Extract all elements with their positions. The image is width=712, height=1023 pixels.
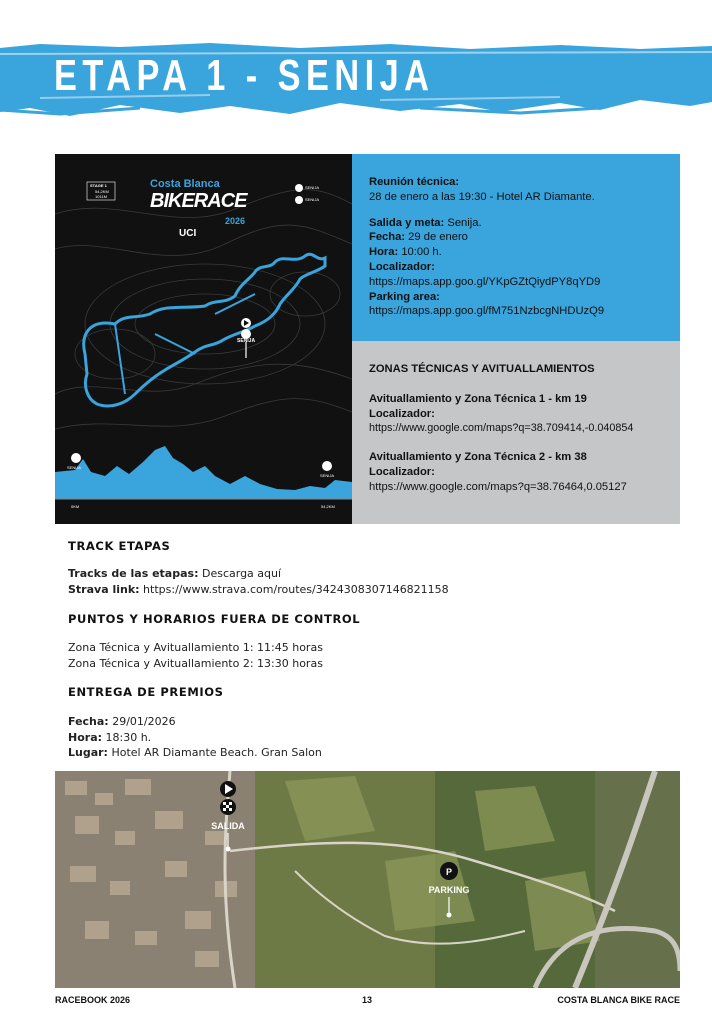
brand-year: 2026: [225, 216, 246, 226]
axis-start: 0KM: [71, 504, 80, 509]
premios-title: ENTREGA DE PREMIOS: [68, 685, 224, 699]
parking-link[interactable]: https://maps.app.goo.gl/fM751NzbcgNHDUzQ9: [369, 305, 605, 318]
premios-lugar-value: Hotel AR Diamante Beach. Gran Salon: [111, 746, 322, 759]
map-pin-label: SENIJA: [237, 338, 256, 344]
axis-end: 54,2KM: [321, 504, 335, 509]
premios-fecha-value: 29/01/2026: [112, 715, 176, 728]
parking-letter: P: [445, 867, 453, 877]
control-line2: Zona Técnica y Avituallamiento 2: 13:30 horas: [68, 656, 323, 670]
parking-marker-label: PARKING: [428, 885, 470, 895]
uci-logo: UCI: [179, 228, 197, 239]
brand-line2: BIKERACE: [150, 190, 247, 212]
page-title: ETAPA 1 - SENIJA: [54, 51, 435, 100]
premios-body: [68, 714, 322, 761]
reunion-label: Reunión técnica:: [369, 176, 460, 188]
profile-end-label: SENIJA: [320, 473, 335, 478]
zona1-link[interactable]: https://www.google.com/maps?q=38.709414,-0.040854: [369, 422, 634, 435]
control-line1: Zona Técnica y Avituallamiento 1: 11:45 horas: [68, 641, 323, 654]
fecha-label: Fecha:: [369, 231, 406, 244]
zonas-title: ZONAS TÉCNICAS Y AVITUALLAMIENTOS: [369, 363, 595, 375]
stage-info-box: [352, 154, 680, 341]
tracks-label: Tracks de las etapas:: [68, 567, 199, 580]
premios-hora-value: 18:30 h.: [105, 730, 152, 744]
parking-label: Parking area:: [369, 290, 440, 303]
zonas-box: [352, 341, 680, 524]
stage-elevation: 1011M: [95, 194, 107, 199]
footer-right: COSTA BLANCA BIKE RACE: [557, 995, 680, 1005]
premios-fecha-label: Fecha:: [68, 715, 109, 728]
strava-link[interactable]: https://www.strava.com/routes/3424308307146821158: [143, 582, 449, 596]
tracks-download-link[interactable]: Descarga aquí: [201, 567, 282, 580]
fecha-value: 29 de enero: [408, 231, 468, 244]
zona2-loc-label: Localizador:: [369, 465, 435, 478]
track-title: TRACK ETAPAS: [68, 539, 171, 553]
premios-lugar-label: Lugar:: [68, 746, 108, 759]
strava-label: Strava link:: [68, 582, 140, 596]
control-body: [68, 640, 323, 671]
stage-label: STAGE 1: [90, 183, 107, 188]
control-title: PUNTOS Y HORARIOS FUERA DE CONTROL: [68, 612, 361, 626]
salida-marker-label: SALIDA: [211, 821, 245, 831]
localizador-link[interactable]: https://maps.app.goo.gl/YKpGZtQiydPY8qYD9: [369, 275, 601, 288]
hora-label: Hora:: [369, 246, 399, 259]
footer-left: RACEBOOK 2026: [55, 995, 131, 1005]
stage-distance: 54,2KM: [95, 189, 109, 194]
route-map-card: [55, 154, 352, 524]
zona2-link[interactable]: https://www.google.com/maps?q=38.76464,0.05127: [369, 480, 627, 493]
hora-value: 10:00 h.: [401, 246, 442, 259]
salida-value: Senija.: [447, 216, 482, 229]
track-body: [68, 566, 449, 597]
profile-start-label: SENIJA: [67, 465, 82, 470]
zona1-title: Avituallamiento y Zona Técnica 1 - km 19: [369, 392, 587, 405]
localizador-label: Localizador:: [369, 260, 435, 273]
aerial-map: [55, 771, 680, 988]
zona1-loc-label: Localizador:: [369, 407, 435, 420]
page-number: 13: [362, 995, 373, 1005]
reunion-value: 28 de enero a las 19:30 - Hotel AR Diamante.: [369, 190, 595, 203]
premios-hora-label: Hora:: [68, 730, 103, 744]
legend-finish: SENIJA: [305, 197, 320, 202]
salida-label: Salida y meta:: [369, 216, 445, 229]
zona2-title: Avituallamiento y Zona Técnica 2 - km 38: [369, 451, 587, 464]
legend-start: SENIJA: [305, 185, 320, 190]
brand-line1: Costa Blanca: [150, 178, 220, 190]
